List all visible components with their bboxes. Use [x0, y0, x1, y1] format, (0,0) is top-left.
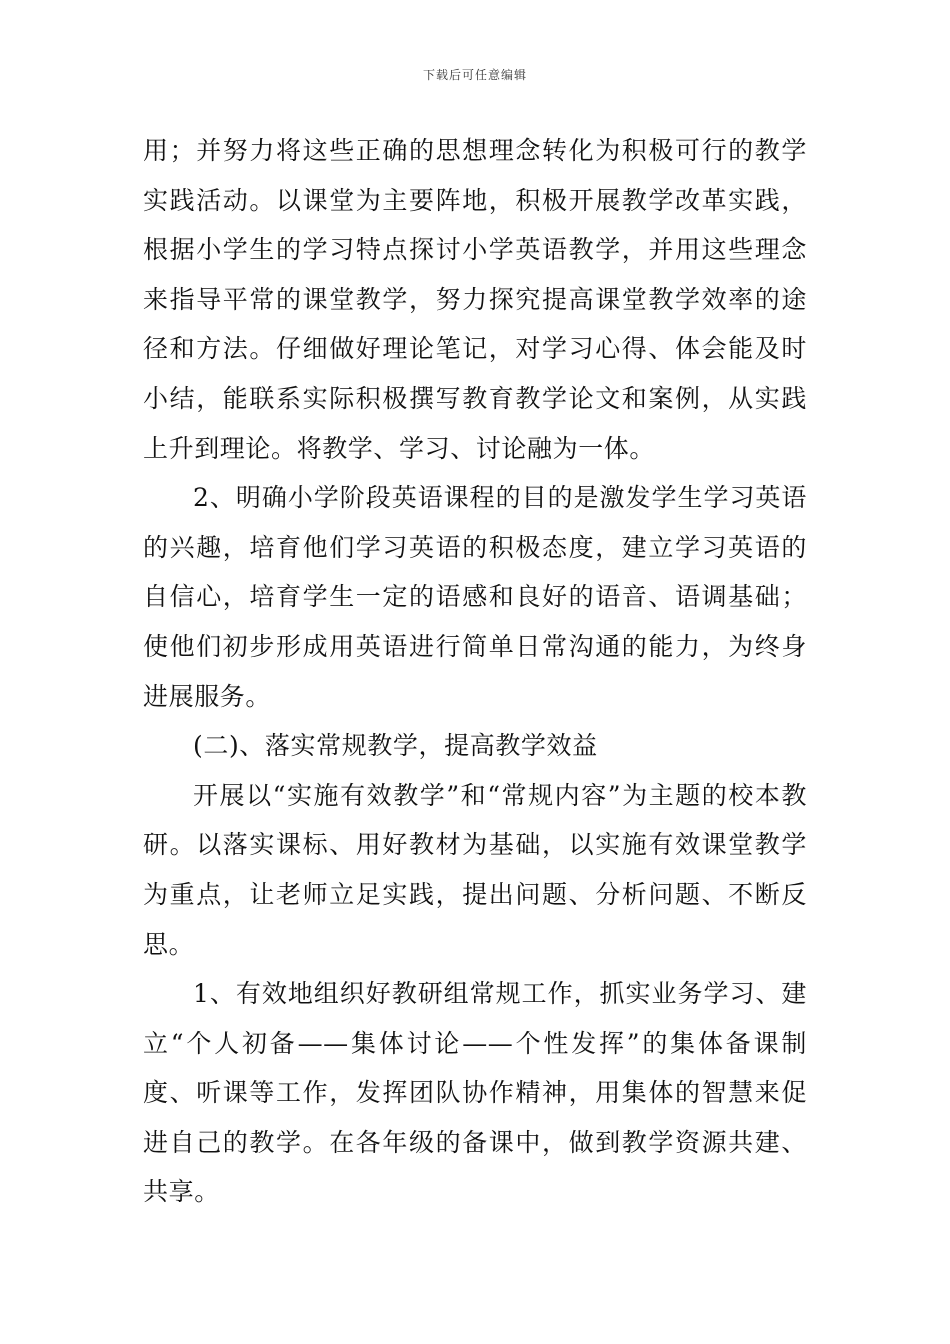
paragraph-item-1: 1、有效地组织好教研组常规工作，抓实业务学习、建立“个人初备——集体讨论——个性发挥”的集体备课制度、听课等工作，发挥团队协作精神，用集体的智慧来促进自己的教学。在各年级的备课中，做到教学资源共建、共享。	[143, 979, 807, 1207]
document-body	[143, 126, 807, 1217]
page-header-note: 下载后可任意编辑	[422, 68, 527, 82]
section-heading-2: (二)、落实常规教学，提高教学效益	[193, 731, 598, 761]
paragraph-item-2: 2、明确小学阶段英语课程的目的是激发学生学习英语的兴趣，培育他们学习英语的积极态度，建立学习英语的自信心，培育学生一定的语感和良好的语音、语调基础；使他们初步形成用英语进行简单日常沟通的能力，为终身进展服务。	[143, 483, 807, 711]
paragraph-continuation: 用；并努力将这些正确的思想理念转化为积极可行的教学实践活动。以课堂为主要阵地，积极开展教学改革实践，根据小学生的学习特点探讨小学英语教学，并用这些理念来指导平常的课堂教学，努力探究提高课堂教学效率的途径和方法。仔细做好理论笔记，对学习心得、体会能及时小结，能联系实际积极撰写教育教学论文和案例，从实践上升到理论。将教学、学习、讨论融为一体。	[143, 136, 807, 463]
paragraph-section-intro: 开展以“实施有效教学”和“常规内容”为主题的校本教研。以落实课标、用好教材为基础，以实施有效课堂教学为重点，让老师立足实践，提出问题、分析问题、不断反思。	[143, 780, 807, 959]
